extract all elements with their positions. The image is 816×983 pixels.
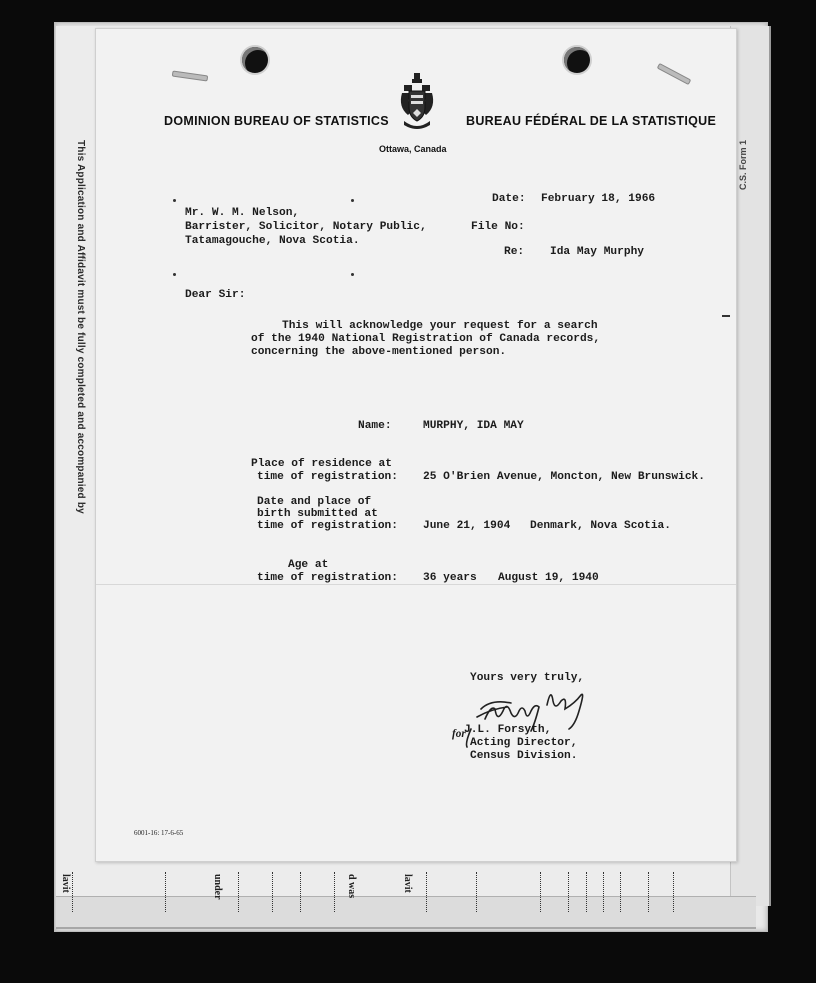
- valediction: Yours very truly,: [470, 672, 585, 684]
- body-line: concerning the above-mentioned person.: [251, 346, 507, 358]
- letterhead-org-english: DOMINION BUREAU OF STATISTICS: [164, 114, 389, 128]
- signer-name: J.L. Forsyth,: [464, 724, 552, 736]
- form-label: d was: [346, 874, 357, 899]
- punch-hole-icon: [242, 47, 268, 73]
- registration-dot: [173, 199, 176, 202]
- dotted-field: [72, 872, 74, 912]
- dotted-field: [476, 872, 478, 912]
- name-label: Name:: [358, 420, 392, 432]
- birth-label: time of registration:: [257, 520, 398, 532]
- age-label: Age at: [288, 559, 329, 571]
- residence-label: Place of residence at: [251, 458, 392, 470]
- re-value: Ida May Murphy: [550, 246, 644, 258]
- form-label: lavit: [60, 874, 71, 893]
- signer-title: Acting Director,: [470, 737, 578, 749]
- registration-date: August 19, 1940: [498, 572, 599, 584]
- birth-date: June 21, 1904: [423, 520, 511, 532]
- body-line: of the 1940 National Registration of Canada records,: [251, 333, 601, 345]
- dotted-field: [673, 872, 675, 912]
- signer-division: Census Division.: [470, 750, 578, 762]
- recipient-title: Barrister, Solicitor, Notary Public,: [185, 221, 427, 233]
- birth-place: Denmark, Nova Scotia.: [530, 520, 671, 532]
- recipient-name: Mr. W. M. Nelson,: [185, 207, 300, 219]
- punch-hole-icon: [564, 47, 590, 73]
- dotted-field: [648, 872, 650, 912]
- file-number-label: File No:: [471, 221, 525, 233]
- coat-of-arms-icon: [398, 71, 436, 135]
- recipient-location: Tatamagouche, Nova Scotia.: [185, 235, 360, 247]
- dotted-field: [603, 872, 605, 912]
- dotted-field: [426, 872, 428, 912]
- dotted-field: [334, 872, 336, 912]
- birth-label: Date and place of: [257, 496, 372, 508]
- form-number: 6001-16: 17-6-65: [134, 829, 184, 837]
- affidavit-side-notice: [62, 140, 86, 560]
- form-label: under: [212, 874, 223, 900]
- residence-value: 25 O'Brien Avenue, Moncton, New Brunswick.: [423, 471, 705, 483]
- birth-label: birth submitted at: [257, 508, 378, 520]
- name-value: MURPHY, IDA MAY: [423, 420, 524, 432]
- dotted-field: [165, 872, 167, 912]
- side-notice-text: This Application and Affidavit must be fully completed and accompanied by: [75, 140, 86, 514]
- staple-icon: [657, 63, 692, 85]
- letter-page: [95, 28, 737, 862]
- salutation: Dear Sir:: [185, 289, 246, 301]
- paper-fold-line: [96, 584, 736, 585]
- letterhead-city: Ottawa, Canada: [379, 144, 447, 154]
- dotted-field: [540, 872, 542, 912]
- date-value: February 18, 1966: [541, 193, 656, 205]
- date-label: Date:: [492, 193, 526, 205]
- dotted-field: [586, 872, 588, 912]
- registration-dot: [351, 273, 354, 276]
- letterhead-org-french: BUREAU FÉDÉRAL DE LA STATISTIQUE: [466, 114, 717, 128]
- dotted-field: [238, 872, 240, 912]
- registration-dot: [351, 199, 354, 202]
- body-line: This will acknowledge your request for a search: [282, 320, 598, 332]
- dotted-field: [568, 872, 570, 912]
- age-label: time of registration:: [257, 572, 398, 584]
- per-prefix: for: [452, 728, 466, 740]
- dotted-field: [272, 872, 274, 912]
- form-code-vertical: C.S. Form 1: [738, 140, 748, 191]
- stacked-page-edge-bottom: [56, 896, 756, 929]
- staple-icon: [172, 71, 208, 82]
- dotted-field: [620, 872, 622, 912]
- re-label: Re:: [504, 246, 525, 258]
- age-value: 36 years: [423, 572, 477, 584]
- margin-tick: [722, 315, 730, 317]
- form-label: lavit: [402, 874, 413, 893]
- registration-dot: [173, 273, 176, 276]
- residence-label: time of registration:: [257, 471, 398, 483]
- dotted-field: [300, 872, 302, 912]
